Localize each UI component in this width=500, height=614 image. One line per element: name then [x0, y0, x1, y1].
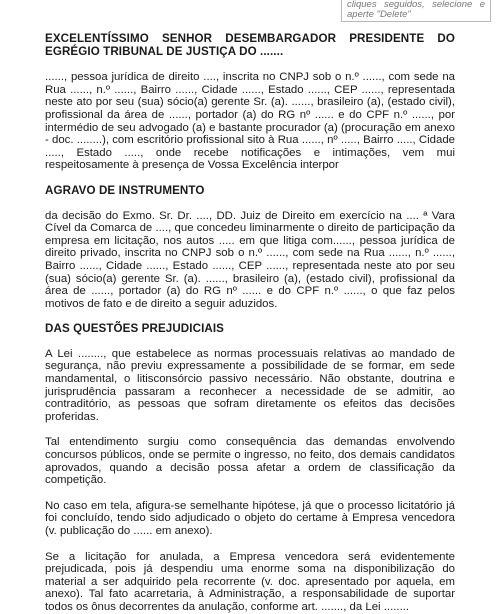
questoes-paragraph-3: No caso em tela, afigura-se semelhante hipótese, já que o processo licitatório já foi concluído, tendo sido adjudicado o objeto do certame à Empresa vencedora (v. publicação do ...... em anexo). [45, 499, 455, 537]
agravo-paragraph: da decisão do Exmo. Sr. Dr. ...., DD. Juiz de Direito em exercício na .... ª Vara Cível da Comarca de ...., que concedeu liminarmente o direito de participação da empresa em licitação, nos autos ..... em que litiga com......, pessoa jurídica de direito privado, inscrita no CNPJ sob o n.º ......, com sede na Rua ......, n.º ......, Bairro ......, Cidade ......, Estado ......, CEP ......, representada neste ato por seu (sua) sócio(a) gerente Sr. (a). ......, brasileiro (a), (estado civil), profissional da área de ......, portador (a) do RG nº ...... e do CPF n.º ......, o que faz pelos motivos de fato e de direito a seguir aduzidos. [45, 209, 455, 310]
instruction-note [341, 0, 491, 22]
intro-paragraph: ......, pessoa jurídica de direito ...., inscrita no CNPJ sob o n.º ......, com sede na Rua ......, n.º ......, Bairro ......, Cidade ......, Estado ......, CEP ......, representada neste ato por seu (sua) sócio(a) gerente Sr. (a). ......, brasileiro (a), (estado civil), profissional da área de ......, portador (a) do RG nº ...... e do CPF n.º ......, por intermédio de seu advogado (a) e bastante procurador (a) (procuração em anexo - doc. ........), com escritório profissional sito à Rua ......, nº ....., Bairro ....., Cidade ....., Estado ....., onde recebe notificações e intimações, vem mui respeitosamente à presença de Vossa Excelência interpor [45, 71, 455, 172]
section-title-agravo: AGRAVO DE INSTRUMENTO [45, 183, 205, 197]
questoes-paragraph-2: Tal entendimento surgiu como consequência das demandas envolvendo concursos públicos, onde se permite o ingresso, no feito, dos demais candidatos aprovados, quando a decisão possa afetar a ordem de classificação da competição. [45, 436, 455, 487]
questoes-paragraph-4: Se a licitação for anulada, a Empresa vencedora será evidentemente prejudicada, pois já despendiu uma enorme soma na disponibilização do material a ser adquirido pela recorrente (v. doc. apresentado por aquela, em anexo). Tal fato acarretaria, à Administração, a responsabilidade de suportar todos os ônus decorrentes da anulação, conforme art. ......., da Lei ........ [45, 550, 455, 613]
document-body [45, 33, 455, 614]
instruction-note-text: cliques seguidos, selecione e aperte "Delete" [347, 0, 485, 20]
document-title: EXCELENTÍSSIMO SENHOR DESEMBARGADOR PRESIDENTE DO EGRÉGIO TRIBUNAL DE JUSTIÇA DO ....... [45, 32, 455, 58]
section-title-questoes: DAS QUESTÕES PREJUDICIAIS [45, 322, 225, 336]
questoes-paragraph-1: A Lei ........, que estabelece as normas processuais relativas ao mandado de segurança, não previu expressamente a possibilidade de se formar, em sede mandamental, o litisconsórcio passivo necessário. Não obstante, doutrina e jurisprudência passaram a reconhecer a necessidade de se admitir, ao contraditório, as pessoas que sofram diretamente os efeitos das decisões proferidas. [45, 347, 455, 423]
